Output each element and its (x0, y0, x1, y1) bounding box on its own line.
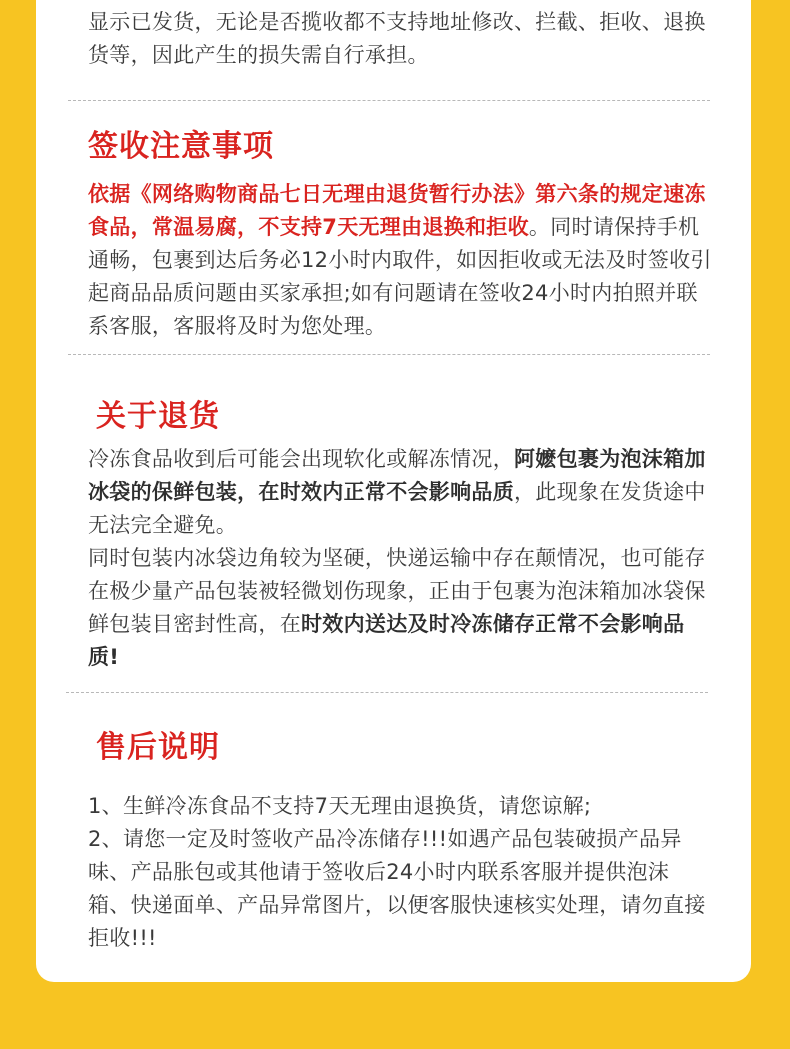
sign-section-text (88, 178, 712, 343)
returns-p2-highlight: 时效内送达及时冷冻储存正常不会影响品质! (88, 612, 685, 669)
returns-section-text (88, 443, 710, 674)
returns-p1-tail: ，此现象在发货途中无法完全避免。 (88, 480, 706, 537)
after-sales-item-2: 2、请您一定及时签收产品冷冻储存!!!如遇产品包装破损产品异味、产品胀包或其他请于签收后24小时内联系客服并提供泡沫箱、快递面单、产品异常图片，以便客服快速核实处理，请勿直接拒收!!! (88, 827, 706, 950)
after-sales-item-1: 1、生鲜冷冻食品不支持7天无理由退换货，请您谅解; (88, 794, 592, 818)
sign-section-paragraph (88, 178, 712, 343)
returns-section-title: 关于退货 (96, 399, 220, 434)
returns-paragraph-2 (88, 542, 710, 674)
sign-section-title: 签收注意事项 (88, 129, 274, 164)
section-divider (66, 692, 708, 693)
section-divider (68, 100, 710, 101)
shipping-notice-paragraph: 显示已发货，无论是否揽收都不支持地址修改、拦截、拒收、退换货等，因此产生的损失需自行承担。 (88, 10, 706, 67)
sign-rule-highlight: 依据《网络购物商品七日无理由退货暂行办法》第六条的规定速冻食品，常温易腐，不支持7天无理由退换和拒收 (88, 182, 706, 239)
after-sales-section-title: 售后说明 (96, 730, 220, 765)
after-sales-section-text (88, 790, 706, 955)
returns-p2-text: 同时包装内冰袋边角较为坚硬，快递运输中存在颠情况，也可能存在极少量产品包装被轻微划伤现象，正由于包裹为泡沫箱加冰袋保鲜包装目密封性高，在 (88, 546, 706, 636)
returns-paragraph-1 (88, 443, 710, 542)
shipping-notice-text (88, 6, 718, 72)
section-divider (68, 354, 710, 355)
returns-p1-highlight: 阿嬷包裹为泡沫箱加冰袋的保鲜包装，在时效内正常不会影响品质 (88, 447, 706, 504)
sign-rule-detail: 。同时请保持手机通畅，包裹到达后务必12小时内取件，如因拒收或无法及时签收引起商品品质问题由买家承担;如有问题请在签收24小时内拍照并联系客服，客服将及时为您处理。 (88, 215, 712, 338)
returns-p1-text: 冷冻食品收到后可能会出现软化或解冻情况， (88, 447, 514, 471)
